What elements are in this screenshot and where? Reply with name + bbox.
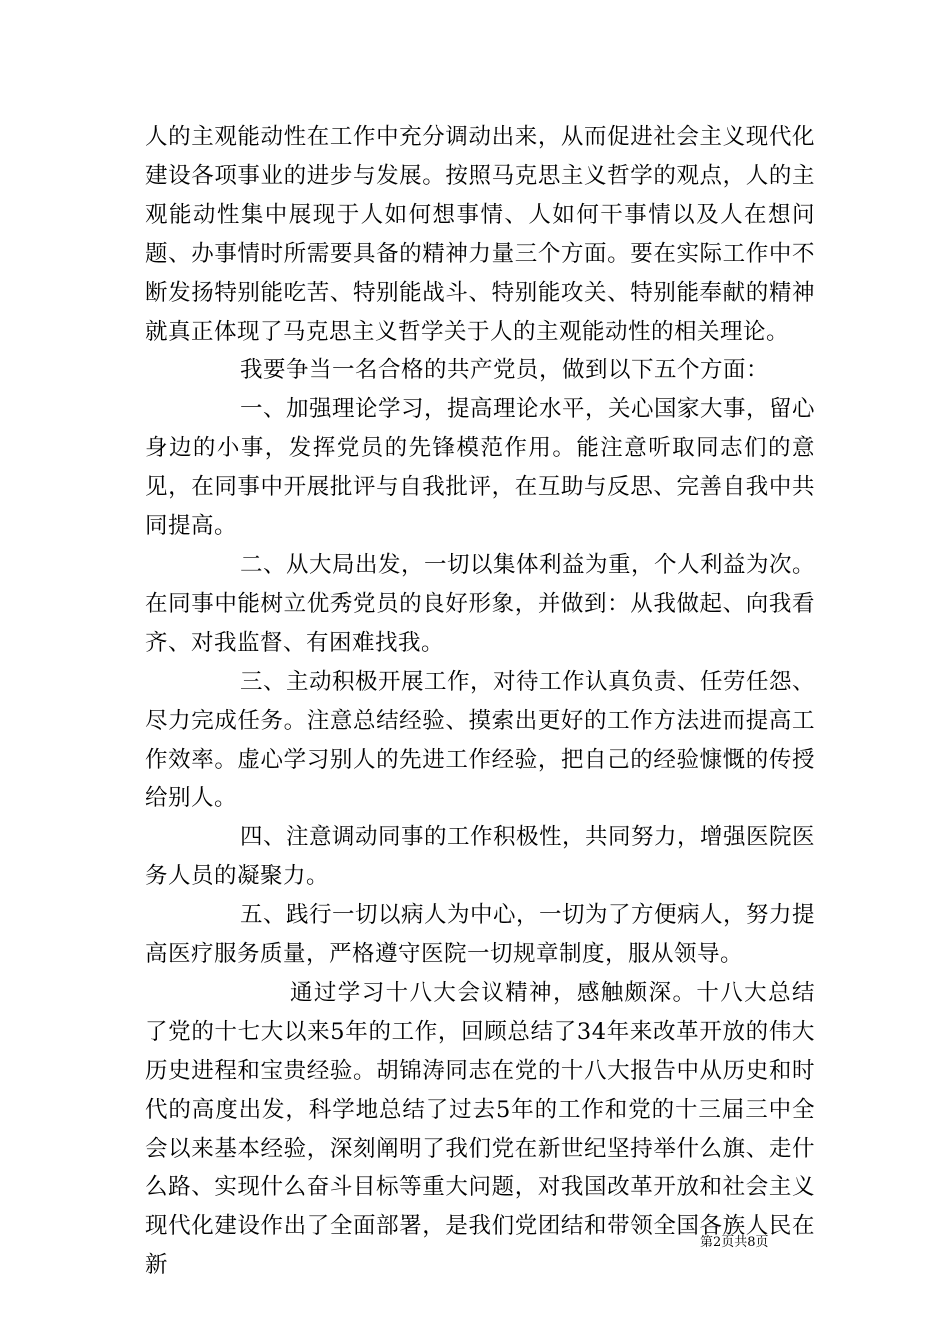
document-body — [145, 118, 815, 1285]
paragraph-aspect-one: 一、加强理论学习，提高理论水平，关心国家大事，留心身边的小事，发挥党员的先锋模范作用。能注意听取同志们的意见，在同事中开展批评与自我批评，在互助与反思、完善自我中共同提高。 — [145, 396, 816, 540]
page-number-footer: 第2页共8页 — [700, 1235, 769, 1250]
paragraph-aspect-two: 二、从大局出发，一切以集体利益为重，个人利益为次。在同事中能树立优秀党员的良好形象，并做到：从我做起、向我看齐、对我监督、有困难找我。 — [145, 551, 816, 656]
paragraph-eighteenth-congress: 通过学习十八大会议精神，感触颇深。十八大总结了党的十七大以来5年的工作，回顾总结了34年来改革开放的伟大历史进程和宝贵经验。胡锦涛同志在党的十八大报告中从历史和时代的高度出发，科学地总结了过去5年的工作和党的十三届三中全会以来基本经验，深刻阐明了我们党在新世纪坚持举什么旗、走什么路、实现什么奋斗目标等重大问题，对我国改革开放和社会主义现代化建设作出了全面部署，是我们党团结和带领全国各族人民在新 — [145, 979, 815, 1279]
paragraph-continuation: 人的主观能动性在工作中充分调动出来，从而促进社会主义现代化建设各项事业的进步与发展。按照马克思主义哲学的观点，人的主观能动性集中展现于人如何想事情、人如何干事情以及人在想问题、办事情时所需要具备的精神力量三个方面。要在实际工作中不断发扬特别能吃苦、特别能战斗、特别能攻关、特别能奉献的精神就真正体现了马克思主义哲学关于人的主观能动性的相关理论。 — [145, 124, 815, 345]
paragraph-aspect-five: 五、践行一切以病人为中心，一切为了方便病人，努力提高医疗服务质量，严格遵守医院一切规章制度，服从领导。 — [145, 902, 816, 968]
paragraph-aspect-three: 三、主动积极开展工作，对待工作认真负责、任劳任怨、尽力完成任务。注意总结经验、摸索出更好的工作方法进而提高工作效率。虚心学习别人的先进工作经验，把自己的经验慷慨的传授给别人。 — [145, 668, 816, 812]
paragraph-intro-five-aspects: 我要争当一名合格的共产党员，做到以下五个方面： — [240, 357, 770, 384]
paragraph-aspect-four: 四、注意调动同事的工作积极性，共同努力，增强医院医务人员的凝聚力。 — [145, 824, 816, 890]
